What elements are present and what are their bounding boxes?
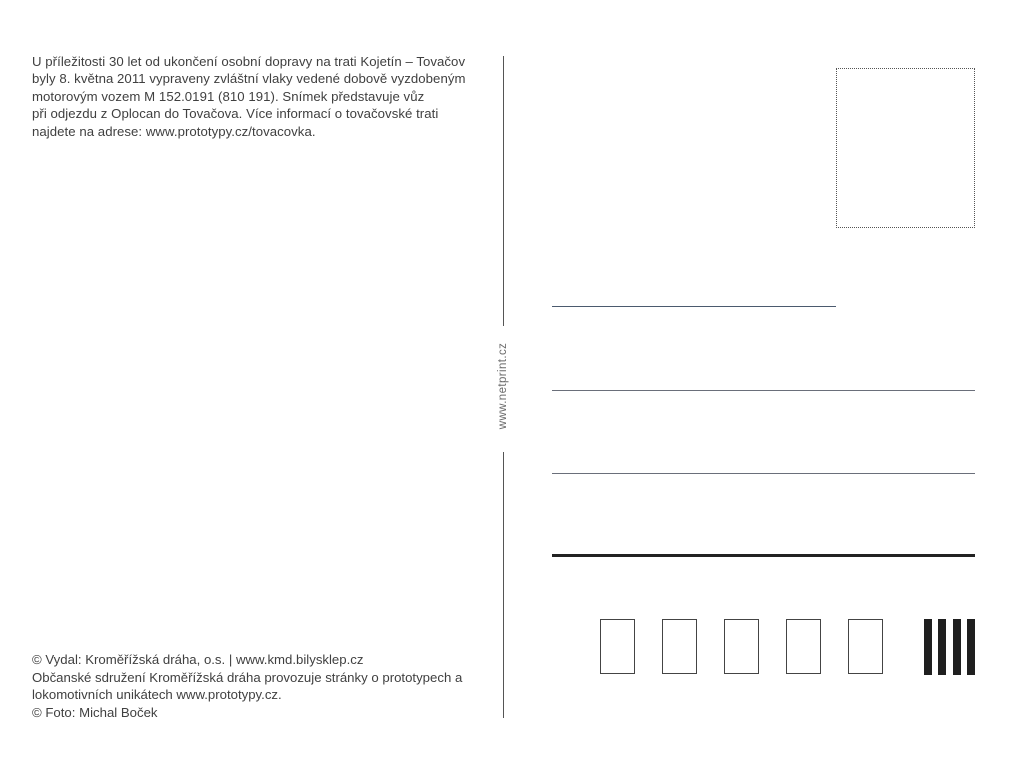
center-divider-top (503, 56, 504, 326)
postal-barcode-icon (924, 619, 976, 675)
zip-code-box (662, 619, 697, 674)
address-line-2 (552, 390, 975, 391)
description-line: U příležitosti 30 let od ukončení osobní dopravy na trati Kojetín – Tovačov (32, 54, 466, 69)
credits-line: lokomotivních unikátech www.prototypy.cz. (32, 687, 282, 702)
barcode-bar (953, 619, 961, 675)
address-line-1 (552, 306, 836, 307)
zip-code-box (786, 619, 821, 674)
description-text (32, 53, 502, 140)
credits-line: Občanské sdružení Kroměřížská dráha provozuje stránky o prototypech a (32, 669, 463, 685)
printer-url: www.netprint.cz (497, 342, 509, 430)
barcode-bar (938, 619, 946, 675)
zip-code-box (848, 619, 883, 674)
credits-line: © Vydal: Kroměřížská dráha, o.s. | www.kmd.bilysklep.cz (32, 652, 364, 667)
address-line-3 (552, 473, 975, 474)
zip-code-box (724, 619, 759, 674)
description-line: při odjezdu z Oplocan do Tovačova. Více informací o tovačovské trati (32, 106, 439, 122)
description-line: najdete na adrese: www.prototypy.cz/tovacovka. (32, 123, 316, 139)
stamp-box (836, 68, 975, 228)
address-line-4 (552, 554, 975, 557)
credits-line: © Foto: Michal Boček (32, 704, 158, 720)
zip-code-box (600, 619, 635, 674)
barcode-bar (967, 619, 975, 675)
credits-text (32, 651, 502, 721)
center-divider-bottom (503, 452, 504, 718)
description-line: byly 8. května 2011 vypraveny zvláštní vlaky vedené dobově vyzdobeným (32, 71, 466, 87)
barcode-bar (924, 619, 932, 675)
description-line: motorovým vozem M 152.0191 (810 191). Snímek představuje vůz (32, 88, 425, 104)
